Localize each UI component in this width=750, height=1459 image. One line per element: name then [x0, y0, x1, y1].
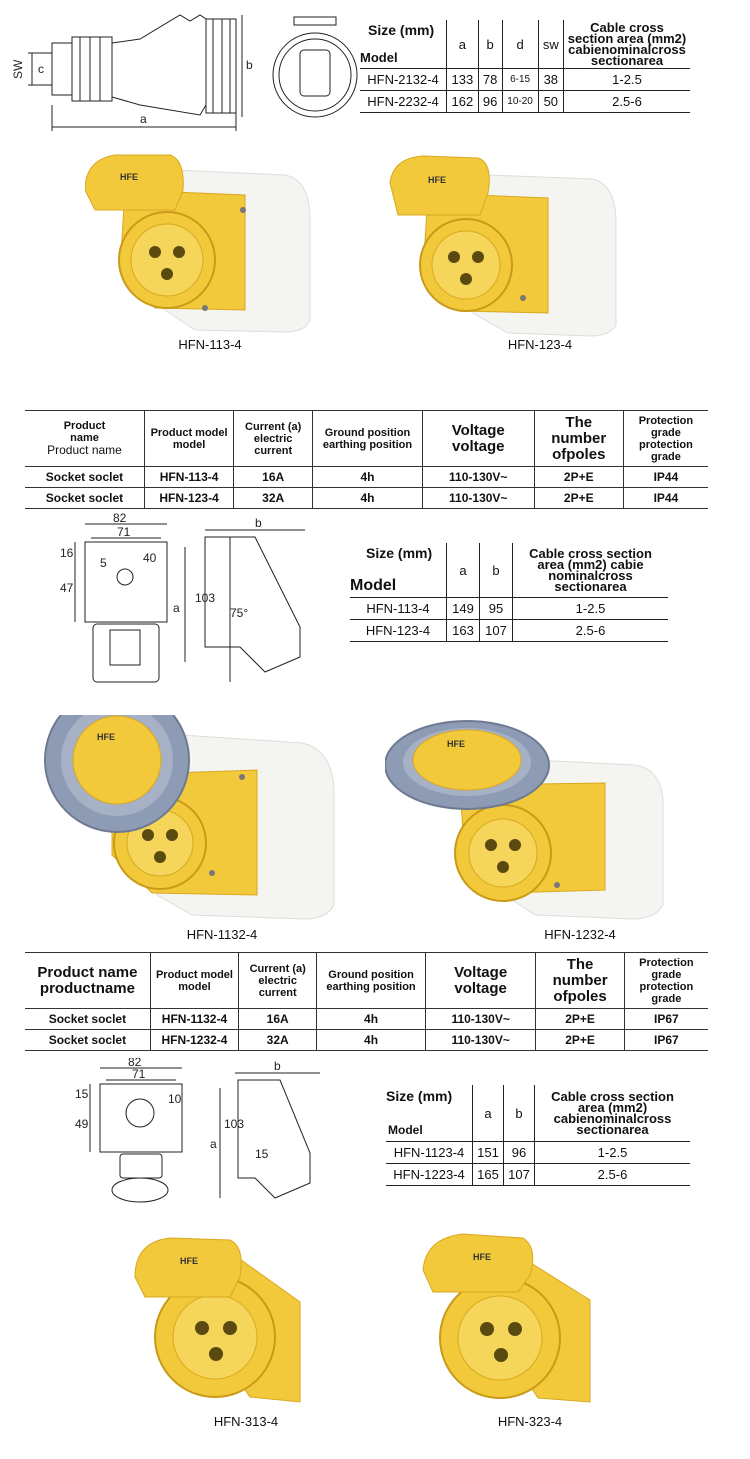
brand-logo: HFE [97, 732, 115, 742]
dim-angle-label: 15 [255, 1147, 269, 1161]
header-product-model: Product model model [150, 953, 238, 1009]
size-model-header [350, 543, 447, 598]
cell-name: Socket soclet [25, 488, 144, 509]
cell-area: 1-2.5 [513, 598, 669, 620]
size-model-header [360, 20, 447, 69]
cell-a: 165 [473, 1164, 504, 1186]
header-poles: The number ofpoles [534, 411, 623, 467]
cell-poles: 2P+E [534, 467, 623, 488]
brand-logo: HFE [473, 1252, 491, 1262]
header-product-model: Product model model [144, 411, 233, 467]
header-ground: Ground position earthing position [317, 953, 426, 1009]
cell-sw: 38 [538, 69, 563, 91]
dim-71-label: 71 [132, 1067, 146, 1081]
cell-model: HFN-113-4 [144, 467, 233, 488]
size-model-header [386, 1085, 473, 1142]
header-current: Current (a) electric current [239, 953, 317, 1009]
model-label: Model [388, 1123, 423, 1137]
dim-angle-label: 75° [230, 606, 249, 620]
dim-a-label: a [210, 1137, 217, 1151]
header-product-name: Product name productname [25, 953, 150, 1009]
cell-model: HFN-1232-4 [150, 1030, 238, 1051]
cell-current: 32A [239, 1030, 317, 1051]
dim-5-label: 5 [100, 556, 107, 570]
cell-a: 151 [473, 1142, 504, 1164]
cell-area: 2.5-6 [535, 1164, 691, 1186]
header-poles: The number ofpoles [536, 953, 624, 1009]
cell-area: 2.5-6 [564, 91, 691, 113]
area-header: Cable cross section area (mm2) cabie nominalcross sectionarea [513, 543, 669, 598]
product-photo-panel-socket [418, 1230, 598, 1412]
spec-table-1 [25, 410, 708, 509]
cell-area: 2.5-6 [513, 620, 669, 642]
cell-a: 149 [447, 598, 480, 620]
col-sw-header: sw [538, 20, 563, 69]
dim-71-label: 71 [117, 525, 131, 539]
brand-logo: HFE [180, 1256, 198, 1266]
header-protection: Protection grade protection grade [624, 953, 708, 1009]
cell-a: 133 [447, 69, 479, 91]
cell-name: Socket soclet [25, 467, 144, 488]
brand-logo: HFE [447, 739, 465, 749]
cell-protection: IP67 [624, 1030, 708, 1051]
table-row [25, 488, 708, 509]
model-label: Model [350, 577, 397, 594]
table-row [350, 598, 668, 620]
table-row [360, 69, 690, 91]
size-label: Size (mm) [366, 545, 433, 561]
cell-d: 10-20 [502, 91, 538, 113]
cell-voltage: 110-130V~ [425, 1030, 536, 1051]
header-voltage: Voltage voltage [425, 953, 536, 1009]
header-product-name: Product name Product name [25, 411, 144, 467]
cell-model: HFN-1132-4 [150, 1009, 238, 1030]
header-ground: Ground position earthing position [313, 411, 423, 467]
size-table-2 [350, 543, 668, 642]
cell-d: 6-15 [502, 69, 538, 91]
cell-b: 78 [478, 69, 502, 91]
product-photo-socket-ip67 [42, 715, 342, 920]
size-label: Size (mm) [386, 1088, 453, 1104]
dim-b-label: b [274, 1059, 281, 1073]
col-a-header: a [447, 20, 479, 69]
brand-logo: HFE [428, 175, 446, 185]
cell-b: 107 [504, 1164, 535, 1186]
photo-caption: HFN-1132-4 [186, 927, 258, 942]
table-row [25, 1009, 708, 1030]
cell-ground: 4h [317, 1030, 426, 1051]
photo-caption: HFN-323-4 [497, 1414, 563, 1429]
col-a-header: a [447, 543, 480, 598]
cell-name: Socket soclet [25, 1030, 150, 1051]
table-row [386, 1142, 690, 1164]
plug-technical-drawing [10, 5, 365, 135]
col-b-header: b [480, 543, 513, 598]
cell-model: HFN-123-4 [350, 620, 447, 642]
cell-name: Socket soclet [25, 1009, 150, 1030]
product-photo-socket [388, 153, 618, 338]
photo-caption: HFN-1232-4 [544, 927, 616, 942]
area-header: Cable cross section area (mm2) cabienominalcross sectionarea [564, 20, 691, 69]
dim-a-label: a [140, 112, 147, 126]
col-d-header: d [502, 20, 538, 69]
size-table-3 [386, 1085, 690, 1186]
dim-103-label: 103 [195, 591, 216, 605]
cell-a: 163 [447, 620, 480, 642]
cell-b: 107 [480, 620, 513, 642]
cell-voltage: 110-130V~ [422, 467, 534, 488]
socket-technical-drawing [55, 512, 315, 692]
cell-a: 162 [447, 91, 479, 113]
col-a-header: a [473, 1085, 504, 1142]
cell-current: 16A [239, 1009, 317, 1030]
table-row [350, 620, 668, 642]
col-b-header: b [478, 20, 502, 69]
area-header: Cable cross section area (mm2) cabienominalcross sectionarea [535, 1085, 691, 1142]
cell-current: 32A [234, 488, 313, 509]
dim-49-label: 49 [75, 1117, 89, 1131]
dim-40-label: 40 [143, 551, 157, 565]
cell-ground: 4h [313, 488, 423, 509]
dim-b-label: b [246, 58, 253, 72]
dim-103-label: 103 [224, 1117, 245, 1131]
product-photo-panel-socket [130, 1232, 310, 1412]
dim-47-label: 47 [60, 581, 74, 595]
cell-b: 96 [504, 1142, 535, 1164]
dim-b-label: b [255, 516, 262, 530]
cell-ground: 4h [313, 467, 423, 488]
cell-ground: 4h [317, 1009, 426, 1030]
product-photo-socket-ip67 [385, 715, 685, 920]
cell-model: HFN-113-4 [350, 598, 447, 620]
cell-model: HFN-123-4 [144, 488, 233, 509]
photo-caption: HFN-113-4 [178, 337, 242, 352]
cell-model: HFN-1223-4 [386, 1164, 473, 1186]
table-row [25, 467, 708, 488]
dim-16-label: 16 [60, 546, 74, 560]
dim-a-label: a [173, 601, 180, 615]
cell-model: HFN-1123-4 [386, 1142, 473, 1164]
table-row [25, 1030, 708, 1051]
brand-logo: HFE [120, 172, 138, 182]
cell-poles: 2P+E [534, 488, 623, 509]
header-voltage: Voltage voltage [422, 411, 534, 467]
cell-protection: IP67 [624, 1009, 708, 1030]
dim-82-label: 82 [113, 512, 127, 525]
dim-10-label: 10 [168, 1092, 182, 1106]
cell-protection: IP44 [623, 467, 708, 488]
dim-15-label: 15 [75, 1087, 89, 1101]
cell-b: 95 [480, 598, 513, 620]
cell-b: 96 [478, 91, 502, 113]
col-b-header: b [504, 1085, 535, 1142]
dim-c-label: c [38, 62, 44, 76]
size-table-1 [360, 20, 690, 113]
product-photo-socket [85, 150, 315, 335]
socket-ip67-technical-drawing [70, 1058, 340, 1208]
photo-caption: HFN-313-4 [213, 1414, 279, 1429]
spec-table-2 [25, 952, 708, 1051]
cell-sw: 50 [538, 91, 563, 113]
cell-voltage: 110-130V~ [425, 1009, 536, 1030]
cell-model: HFN-2232-4 [360, 91, 447, 113]
dim-sw-label: SW [11, 59, 25, 79]
table-row [360, 91, 690, 113]
size-label: Size (mm) [368, 22, 435, 38]
photo-caption: HFN-123-4 [507, 337, 573, 352]
cell-poles: 2P+E [536, 1009, 624, 1030]
dim-82-label: 82 [128, 1058, 142, 1069]
cell-area: 1-2.5 [535, 1142, 691, 1164]
cell-current: 16A [234, 467, 313, 488]
table-row [386, 1164, 690, 1186]
model-label: Model [360, 50, 398, 65]
header-protection: Protection grade protection grade [623, 411, 708, 467]
cell-voltage: 110-130V~ [422, 488, 534, 509]
header-current: Current (a) electric current [234, 411, 313, 467]
cell-area: 1-2.5 [564, 69, 691, 91]
cell-model: HFN-2132-4 [360, 69, 447, 91]
cell-protection: IP44 [623, 488, 708, 509]
cell-poles: 2P+E [536, 1030, 624, 1051]
